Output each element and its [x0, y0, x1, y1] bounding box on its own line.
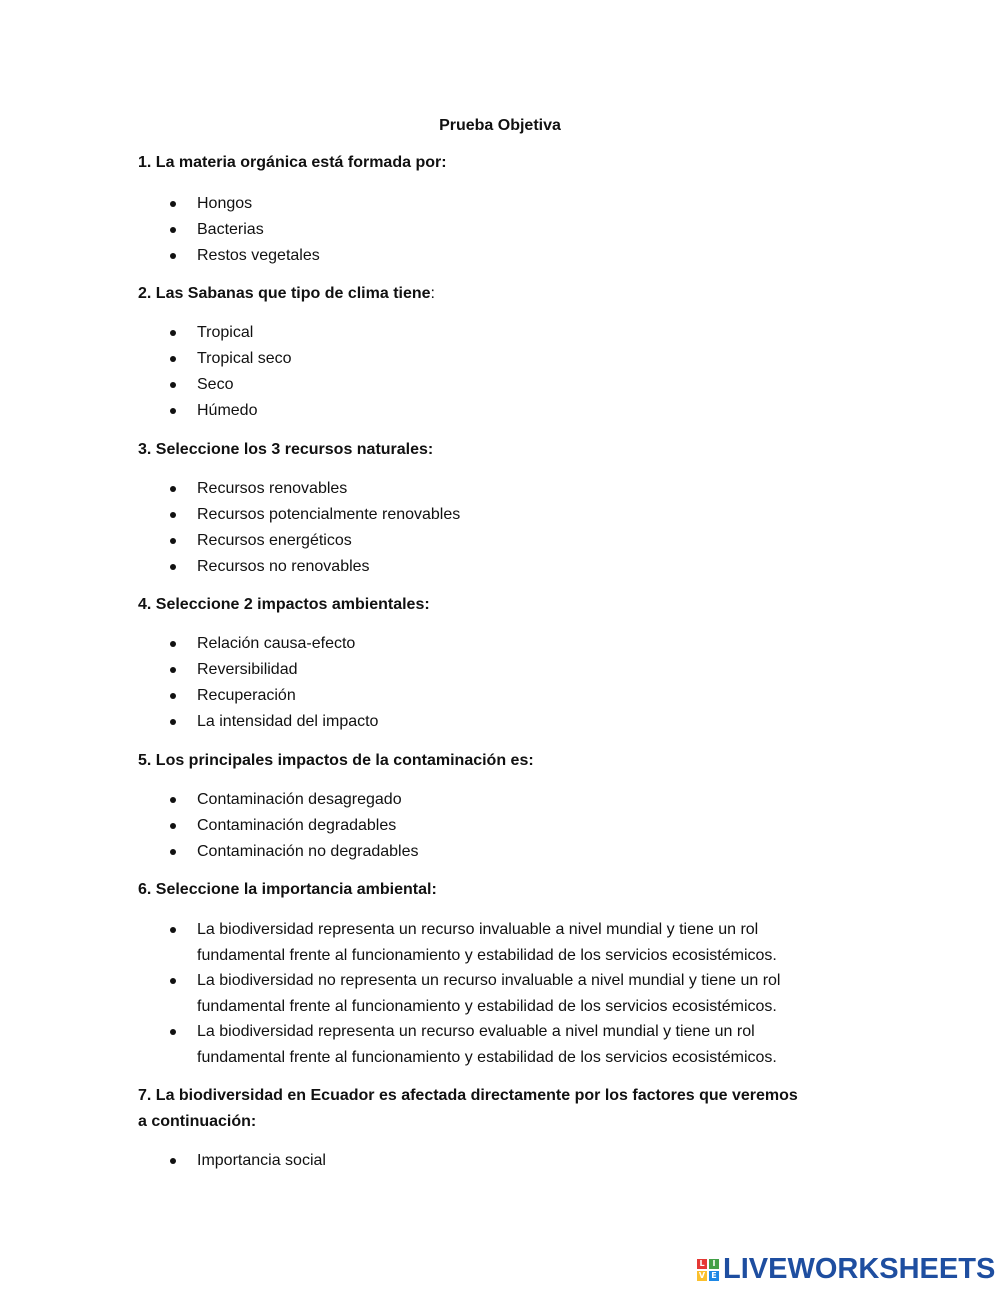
- question-3-option: Recursos no renovables: [197, 554, 817, 580]
- question-1-option: Hongos: [197, 191, 817, 217]
- question-5-title: 5. Los principales impactos de la contaminación es:: [138, 752, 534, 769]
- question-2-option: Seco: [197, 372, 817, 398]
- liveworksheets-logo: [697, 1253, 995, 1286]
- question-2-title-colon: :: [430, 285, 435, 302]
- question-3-option: Recursos potencialmente renovables: [197, 502, 817, 528]
- logo-icon-letter: E: [709, 1271, 719, 1281]
- question-4-option: Recuperación: [197, 683, 817, 709]
- question-4-option: Relación causa-efecto: [197, 631, 817, 657]
- logo-icon-letter: I: [709, 1259, 719, 1269]
- question-2-title-text: 2. Las Sabanas que tipo de clima tiene: [138, 285, 431, 302]
- question-6-option: La biodiversidad representa un recurso evaluable a nivel mundial y tiene un rol fundamental frente al funcionamiento y estabilidad de los servicios ecosistémicos.: [197, 1019, 817, 1071]
- question-6-option: La biodiversidad representa un recurso invaluable a nivel mundial y tiene un rol fundamental frente al funcionamiento y estabilidad de los servicios ecosistémicos.: [197, 917, 817, 969]
- logo-icon-letter: V: [698, 1270, 706, 1280]
- question-4-option: La intensidad del impacto: [197, 709, 817, 735]
- question-3-option: Recursos renovables: [197, 476, 817, 502]
- question-6-title: 6. Seleccione la importancia ambiental:: [138, 881, 437, 898]
- question-5-option: Contaminación no degradables: [197, 839, 817, 865]
- question-1-option: Bacterias: [197, 217, 817, 243]
- liveworksheets-logo-icon: [697, 1259, 719, 1281]
- page-title: Prueba Objetiva: [439, 117, 561, 134]
- question-7-title: 7. La biodiversidad en Ecuador es afectada directamente por los factores que veremos a continuación:: [138, 1087, 798, 1130]
- question-3-option: Recursos energéticos: [197, 528, 817, 554]
- question-7-option: Importancia social: [197, 1148, 817, 1174]
- question-4-title: 4. Seleccione 2 impactos ambientales:: [138, 596, 430, 613]
- logo-icon-letter: L: [697, 1259, 707, 1269]
- question-1-title: 1. La materia orgánica está formada por:: [138, 154, 447, 171]
- question-2-option: Tropical: [197, 320, 817, 346]
- question-6-option: La biodiversidad no representa un recurso invaluable a nivel mundial y tiene un rol fundamental frente al funcionamiento y estabilidad de los servicios ecosistémicos.: [197, 968, 817, 1020]
- question-1-option: Restos vegetales: [197, 243, 817, 269]
- question-4-option: Reversibilidad: [197, 657, 817, 683]
- question-2-option: Húmedo: [197, 398, 817, 424]
- question-3-title: 3. Seleccione los 3 recursos naturales:: [138, 441, 434, 458]
- question-5-option: Contaminación desagregado: [197, 787, 817, 813]
- question-2-title: [138, 281, 818, 307]
- question-5-option: Contaminación degradables: [197, 813, 817, 839]
- logo-text: LIVEWORKSHEETS: [723, 1253, 996, 1285]
- question-2-option: Tropical seco: [197, 346, 817, 372]
